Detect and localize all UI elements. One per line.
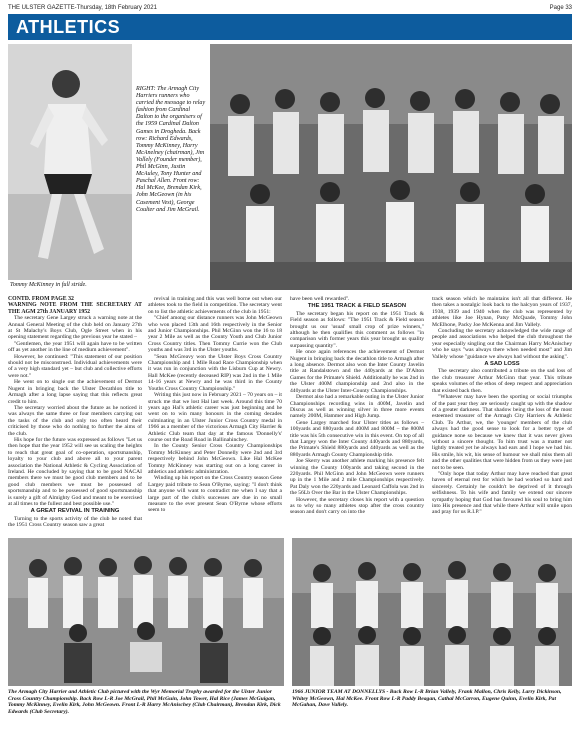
paragraph: The secretary also contributed a tribute on the sad loss of the club treasurer Arthur McGinn that year. This tribute speaks volumes of the ethos of deep respect and appreciation that existed back then. — [432, 368, 572, 394]
article-column-1 — [8, 296, 142, 529]
paragraph: "Sean McGreavy won the Ulster Boys Cross Country Championship and 1 Mile Road Race Championship when it was run in conjunction with the Lisburn Cup at Newry. Hall McKee (recently deceased RIP) was 2nd in the 1 Mile 14-16 years at Newry and he was third in the County Youths Cross Country Championship." — [148, 353, 282, 392]
paragraph: track season which he maintains isn't all that different. He then takes a nostalgic look back to the halcyon years of 1937, 1938, 1939 and 1940 when the club was represented by athletes like Joe Hynan, Patsy McQuade, Tommy John McElhone, Packy Joe McKenna and Jim Vallely. — [432, 296, 572, 328]
paragraph: He once again references the achievement of Dermot Nugent in bringing back the decathlon title to Armagh after a long absence. Dermot also won the Inter County Javelin title at Randalstown and the 440yards at the D'Alton Games for the Primate's Shield. Additionally he was 2nd in the Ulster 400M championship and 2nd also in the 440yards at the Ulster Inter-County Championships. — [290, 349, 424, 394]
paragraph: "Whatever may have been the sporting or social triumphs of the past year they are seriously caught up with the shadow of a greater darkness. That shadow being the loss of the most esteemed treasurer of the Armagh City Harriers & Athletic Club. To Arthur, we, the 'younger' members of the club always had the good sense to look for a better type of guidance none so because we knew that it was never given without a sincere thought. To him trust was a matter not lightly treated yet he always had ears and I hope we had his. His smile, his wit, his sense of humour we shall miss them all and the other qualities that were hidden from us they were just not to be seen. — [432, 394, 572, 471]
club-trophy-photo — [8, 538, 284, 686]
headline-warning: WARNING NOTE FROM THE SECRETARY AT THE AGM 27th JANUARY 1952 — [8, 302, 142, 315]
paragraph: Turning to the sports activity of the club he noted that the 1951 Cross Country season saw a great — [8, 515, 142, 529]
paragraph: Writing this just now in February 2021 – 70 years on – it struck me that we lost Hal last week. Around this time 70 years ago Hal's athletic career was just beginning and he went on to win many honours in the coming decades culminating in an Ulster Junior Cross Country medal in 1966 as a member of the victorious Armagh City Harrier & Athletic Club team that day at the famous 'Donnelly's' course out the Road Road in Ballinahinchey. — [148, 392, 282, 443]
subhead-revival: A GREAT REVIVAL IN TRAINING — [30, 508, 120, 515]
paragraph: "Only hope that today Arthur may have reached that great haven of eternal rest for which he had worked so hard and sincerely. Certainly he couldn't be deprived of it through selfishness. To his wife and family we extend our sincere sympathy hoping that God has favoured his soul to bring him into His presence and that while there Arthur will smile upon and pray for us R.I.P." — [432, 470, 572, 516]
masthead-title: THE ULSTER GAZETTE-Thursday, 18th February 2021 — [8, 5, 157, 11]
paragraph: Concluding the secretary acknowledged the wide range of people and associations who helped the club throughout the year especially singling out the Chairman Harry McAnischey who he says "was always there when needed most" and Jim Vallely whose "guidance we always had without the asking". — [432, 328, 572, 360]
portrait-photo — [8, 44, 132, 280]
paragraph: Joe Skerry was another athlete marking his presence felt winning the County 100yards and taking second in the 220yards. Phil McGinn and John McGeown were runners up in the 1 Mile and 2 mile Championships respectively. Pat Daly won the 220yards and Leonard Caffola was 2nd in the 56Lb Over the Bar in the Ulster Championships. — [290, 458, 424, 497]
article-column-2 — [148, 296, 282, 514]
junior-team-1966-photo — [292, 538, 572, 686]
paragraph: He went on to single out the achievement of Dermot Nugent in bringing back the Ulster Decathlon title to Armagh after a long lapse saying that this reflects great credit to him. — [8, 379, 142, 405]
team-photo — [210, 44, 572, 290]
paragraph: "Chief among our distance runners was John McGeown who won placed 13th and 16th respectively in the Senior and Junior Championships. Phil McGinn won the 16 to 18 year 2 Mile as well as the County Youth and Club Junior Cross Country titles. Then Tommy Currie won the Club youths and was 3rd in the Ulster youths. — [148, 315, 282, 354]
continued-note: CONTD. FROM PAGE 32 — [8, 296, 74, 302]
section-banner: ATHLETICS — [8, 14, 572, 40]
paragraph: The secretary worried about the future as he noticed it was always the same three or four members carrying out the tasks of the club and only too often heard their criticised by those who do nothing to further the aims of the club. — [8, 404, 142, 437]
paragraph: "Gentlemen, the year 1951 will again have to be written off as yet another in the line of medium achievement". — [8, 340, 142, 354]
article-column-3 — [290, 296, 424, 516]
page-number: Page 33 — [549, 5, 572, 11]
paragraph: Gene Largey marched four Ulster titles as follows – 100yards and 880yards and 400M and 800M – the 800M title was his 5th consecutive win in this event. On top of all that Largey won the Inter County 440yards and 880yards, the Primate's Shield 880yards and 440yards as well as the 880yards Armagh County Championship title. — [290, 419, 424, 458]
paragraph: However, the secretary closes his report with a question as to why so many athletes stop after the cross country season and don't carry on into the — [290, 496, 424, 516]
paragraph: have been well rewarded". — [290, 296, 350, 302]
paragraph: The secretary Gene Largey struck a warning note at the Annual General Meeting of the club held on January 27th at St Malachy's Boys Club, Ogle Street when in his opening statement regarding the previous year he stated – — [8, 315, 142, 341]
article-column-4 — [432, 296, 572, 516]
subhead-sad-loss: A SAD LOSS — [484, 361, 520, 368]
paragraph: Winding up his report on the Cross Country season Gene Largey paid tribute to Sean O'Byrne, saying: "I don't think that anyone will want to contradict me when I say that a large part of the club's successes are due in no small measure to the ever present Sean O'Byrne whose efforts seem to — [148, 475, 282, 514]
junior-team-caption: 1966 JUNIOR TEAM AT DONNELLYS - Back Row L-R Brian Vallely, Frank Mallon, Chris Kelly, Larry Dickinson, Whitey McGeown, Hal McKee. Front Row L-R Paddy Beagan, Cathal McCarron, Eugene Quinn, Evelin Kirk, Pat McGahan, Dave Vallely. — [292, 689, 562, 709]
paragraph: However, he continued: "This statement of our position should not be misconstrued. Individual achievements were of a very high standard yet – but club and collective efforts were not." — [8, 353, 142, 379]
portrait-caption: Tommy McKinney in full stride. — [10, 282, 87, 288]
paragraph: revival in training and this was well borne out when our athletes took to the field in competition. The secretary went on to list the athletic achievements of the club in 1951: — [148, 296, 282, 315]
subhead-track-field: THE 1951 TRACK & FIELD SEASON — [307, 303, 407, 310]
paragraph: The secretary began his report on the 1951 Track & Field season as follows: "The 1951 Track & Field season brought us our 'usual' small crop of prize winners," although he then qualifies this comment as follows "in comparison with former years this year brought us quality surpassing quantity". — [290, 310, 424, 349]
paragraph: In the County Senior Cross Country Championships Tommy McKinney and Peter Donnelly were 2nd and 3rd respectively behind John McGeown. Like Hal McKee Tommy McKinney was starting out on a long career in athletics and athletic administration. — [148, 443, 282, 475]
paragraph: His hope for the future was expressed as follows "Let us then hope that the year 1952 will see us scaling the heights to reach that great goal of co-operation, sportsmanship, loyalty to your club and above all to your parent association the National Athletic & Cycling Association of Ireland. He concluded by saying that to be good NACAI members there we must be good club members and to be good club members we must be possessed of sportsmanship and to be possessed of good sportsmanship is surely a gift of Almighty God and meant to be exercised at all times to the fullest and best possible use." — [8, 436, 142, 507]
paragraph: Dermot also had a remarkable outing in the Ulster Junior Championships recording wins in 400M, Javelin and Discus as well as winning silver in three more events namely 200M, Hammer and High Jump. — [290, 394, 424, 420]
club-trophy-caption: The Armagh City Harrier and Athletic Club pictured with the Wyr Memorial Trophy awarded for the Ulster Junior Cross Country Championship. Back Row L-R Joe McGrail, Phil McGuin, John Tower, Hal Rice (James McGuigan, Tommy McKinney, Evelin Kirk, John McGeown. Front L-R Harry McAnischey (Club Chairman), Brendan Kirk, Dick Edwards (Club Secretary). — [8, 689, 281, 715]
masthead-bar — [8, 4, 572, 14]
team-photo-caption: RIGHT: The Armagh City Harriers runners who carried the message to relay fashion from Cardinal Dalton to the organisers of the 1959 Cardinal Dalton Games in Drogheda. Back row: Richard Edwards, Tommy McKinney, Harry McAnelney (chairman), Jim Vallely (Founder member), Phil McGinn, Justin McAuley, Tony Hunter and Paschal Allen. Front row: Hal McKee, Brendan Kirk, John McGeown (in his Casement Vest), George Coulter and Jim McGrail. — [136, 86, 206, 213]
